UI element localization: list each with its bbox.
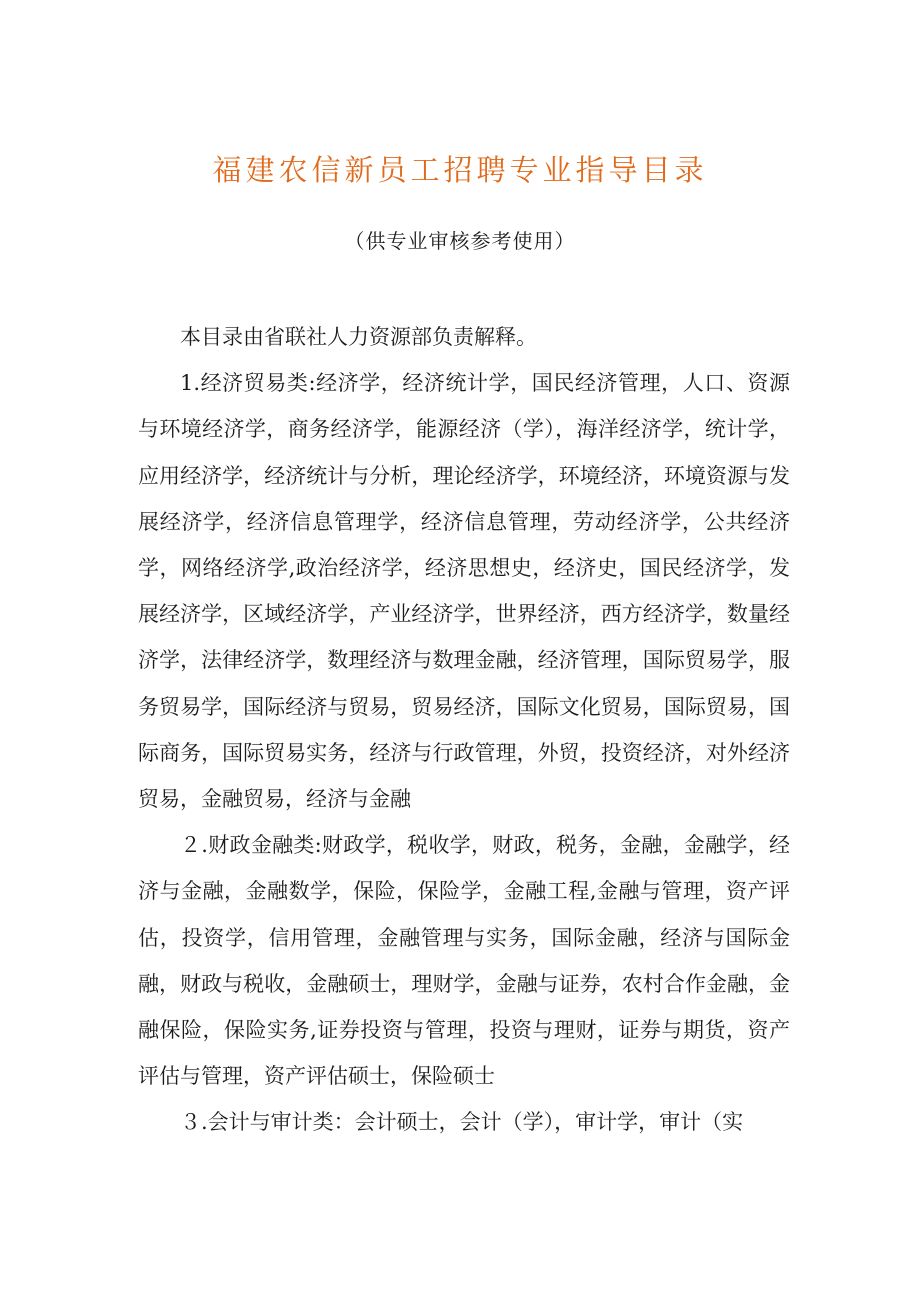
- document-body: [138, 314, 790, 1146]
- section-finance: ２.财政金融类:财政学，税收学，财政，税务，金融，金融学，经济与金融，金融数学，保险，保险学，金融工程,金融与管理，资产评估，投资学，信用管理，金融管理与实务，国际金融，经济与国际金融，财政与税收，金融硕士，理财学，金融与证券，农村合作金融，金融保险，保险实务,证券投资与管理，投资与理财，证券与期货，资产评估与管理，资产评估硕士，保险硕士: [138, 833, 790, 1089]
- document-subtitle: （供专业审核参考使用）: [344, 229, 576, 253]
- section-economics-trade: 1.经济贸易类:经济学，经济统计学，国民经济管理，人口、资源与环境经济学，商务经济学，能源经济（学），海洋经济学，统计学，应用经济学，经济统计与分析，理论经济学，环境经济，环境资源与发展经济学，经济信息管理学，经济信息管理，劳动经济学，公共经济学，网络经济学,政治经济学，经济思想史，经济史，国民经济学，发展经济学，区域经济学，产业经济学，世界经济，西方经济学，数量经济学，法律经济学，数理经济与数理金融，经济管理，国际贸易学，服务贸易学，国际经济与贸易，贸易经济，国际文化贸易，国际贸易，国际商务，国际贸易实务，经济与行政管理，外贸，投资经济，对外经济贸易，金融贸易，经济与金融: [138, 371, 790, 812]
- section-accounting-audit: ３.会计与审计类：会计硕士，会计（学），审计学，审计（实: [180, 1110, 744, 1135]
- document-title: 福建农信新员工招聘专业指导目录: [212, 153, 708, 187]
- intro-paragraph: 本目录由省联社人力资源部负责解释。: [180, 325, 537, 349]
